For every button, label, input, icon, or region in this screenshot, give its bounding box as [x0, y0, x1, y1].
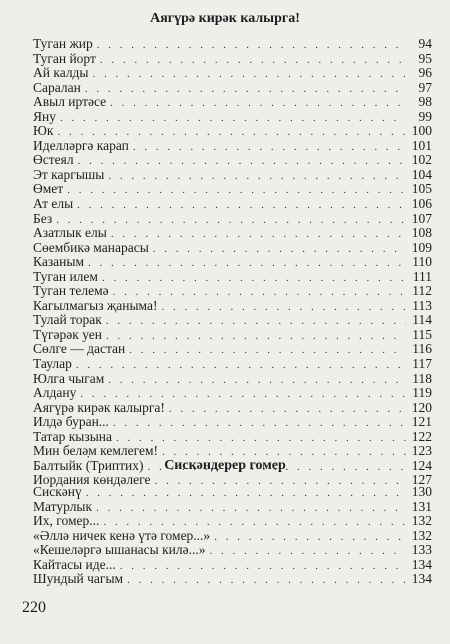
toc-entry-page: 102	[411, 152, 432, 168]
toc-entry-title: Мин белә̣м кемлегем!	[33, 443, 159, 459]
dot-leader	[210, 544, 406, 559]
section-title: Сискәндерер гомер	[164, 458, 286, 473]
dot-leader	[108, 373, 406, 388]
toc-entry-title: Илдә буран...	[33, 414, 109, 430]
dot-leader	[56, 213, 406, 228]
toc-entry-page: 123	[411, 443, 432, 459]
toc-entry-page: 122	[411, 428, 432, 444]
toc-entry-page: 118	[412, 370, 432, 386]
toc-entry	[33, 52, 432, 67]
toc-entry-page: 112	[412, 283, 432, 299]
dot-leader	[120, 559, 406, 574]
toc-entry	[33, 328, 432, 343]
toc-entry-page: 132	[411, 527, 432, 543]
toc-entry-title: Таулар	[33, 356, 72, 372]
toc-entry-title: Кайтасы иде...	[33, 556, 116, 572]
toc-entry	[33, 153, 432, 168]
toc-entry-title: Тулай торак	[33, 312, 102, 328]
toc-entry-page: 133	[411, 542, 432, 558]
toc-entry	[33, 212, 432, 227]
toc-entry-title: Сискәнү	[33, 484, 82, 499]
dot-leader	[111, 227, 406, 242]
toc-entry-page: 95	[418, 50, 432, 66]
toc-entry-title: Туган жир	[33, 36, 93, 51]
toc-entry-title: Алдану	[33, 385, 77, 401]
toc-entry	[33, 37, 432, 52]
toc-entry	[33, 270, 432, 285]
toc-entry-title: Туган йорт	[33, 50, 96, 66]
toc-entry-title: Сөлге — дастан	[33, 341, 126, 357]
dot-leader	[93, 67, 407, 82]
toc-entry-page: 130	[411, 484, 432, 499]
toc-list	[33, 37, 432, 488]
toc-entry	[33, 386, 432, 401]
toc-entry-title: Яну	[33, 108, 56, 124]
dot-leader	[97, 38, 406, 53]
toc-entry-title: Кагылмагыз җаныма!	[33, 297, 158, 313]
toc-entry	[33, 182, 432, 197]
toc-entry-page: 114	[412, 312, 432, 328]
toc-entry-page: 111	[412, 268, 432, 284]
toc-entry-title: Иделләргә карап	[33, 137, 129, 153]
toc-entry-title: Балтыйк (Триптих)	[33, 457, 144, 473]
toc-entry-page: 127	[411, 472, 432, 488]
dot-leader	[67, 183, 406, 198]
toc-entry	[33, 255, 432, 270]
toc-entry-title: Ай калды	[33, 65, 89, 81]
dot-leader	[161, 300, 406, 315]
dot-leader	[86, 486, 406, 501]
toc-entry-title: Туган телемә	[33, 283, 109, 299]
toc-entry-page: 101	[411, 137, 432, 153]
toc-entry-title: Матурлык	[33, 498, 93, 514]
toc-entry	[33, 372, 432, 387]
dot-leader	[169, 402, 406, 417]
toc-entry	[33, 401, 432, 416]
toc-entry-page: 113	[412, 297, 432, 313]
dot-leader	[133, 140, 406, 155]
toc-entry-title: Саралан	[33, 79, 81, 95]
dot-leader	[127, 573, 406, 588]
toc-entry	[33, 299, 432, 314]
toc-entry-page: 117	[412, 356, 432, 372]
toc-entry-page: 134	[411, 571, 432, 587]
toc-entry-title: Авыл иртәсе	[33, 94, 107, 110]
toc-entry-title: Азатлык елы	[33, 225, 107, 241]
toc-entry-title: Өстеял	[33, 152, 74, 168]
toc-entry	[33, 430, 432, 445]
dot-leader	[129, 343, 406, 358]
toc-entry-page: 94	[418, 36, 432, 51]
dot-leader	[106, 314, 406, 329]
toc-entry-page: 131	[411, 498, 432, 514]
toc-entry	[33, 139, 432, 154]
toc-entry-title: Аягүрә кирәк калырга!	[33, 399, 165, 415]
toc-entry-title: Өмет	[33, 181, 64, 197]
toc-list	[33, 485, 432, 587]
dot-leader	[102, 271, 406, 286]
toc-entry	[33, 543, 432, 558]
toc-entry-title: Шундый чагым	[33, 571, 124, 587]
dot-leader	[78, 154, 406, 169]
toc-entry	[33, 444, 432, 459]
toc-entry-page: 96	[418, 65, 432, 81]
toc-entry	[33, 514, 432, 529]
toc-entry	[33, 485, 432, 500]
dot-leader	[77, 198, 406, 213]
dot-leader	[76, 358, 406, 373]
page-number: 220	[22, 599, 46, 616]
dot-leader	[110, 96, 406, 111]
toc-entry	[33, 500, 432, 515]
toc-entry-title: Туган илем	[33, 268, 98, 284]
toc-entry-page: 124	[411, 457, 432, 473]
toc-entry-page: 132	[411, 513, 432, 529]
dot-leader	[85, 82, 406, 97]
toc-entry-title: Их, гомер...	[33, 513, 100, 529]
toc-entry-title: Юлга чыгам	[33, 370, 105, 386]
toc-entry-page: 99	[418, 108, 432, 124]
toc-entry	[33, 197, 432, 212]
toc-entry	[33, 226, 432, 241]
toc-entry	[33, 284, 432, 299]
toc-entry-page: 98	[418, 94, 432, 110]
toc-entry-title: «Әллә ничек кенә үтә гомер...»	[33, 527, 211, 543]
toc-entry-title: Татар кызына	[33, 428, 112, 444]
toc-entry-page: 109	[411, 239, 432, 255]
toc-entry-title: Без	[33, 210, 53, 226]
toc-entry	[33, 66, 432, 81]
toc-entry	[33, 95, 432, 110]
toc-entry	[33, 342, 432, 357]
toc-entry-page: 121	[411, 414, 432, 430]
toc-entry	[33, 415, 432, 430]
toc-entry-page: 100	[411, 123, 432, 139]
toc-entry-page: 105	[411, 181, 432, 197]
toc-entry	[33, 529, 432, 544]
toc-entry-page: 110	[412, 254, 432, 270]
toc-entry-title: Түгәрәк уен	[33, 326, 102, 342]
toc-entry	[33, 168, 432, 183]
toc-entry-title: Ат елы	[33, 196, 74, 212]
dot-leader	[60, 111, 406, 126]
dot-leader	[100, 53, 406, 68]
toc-entry-page: 108	[411, 225, 432, 241]
toc-entry-title: Сөембикә манарасы	[33, 239, 149, 255]
toc-entry	[33, 313, 432, 328]
toc-entry	[33, 241, 432, 256]
dot-leader	[106, 329, 406, 344]
toc-entry-page: 107	[411, 210, 432, 226]
toc-entry-title: Эт каргышы	[33, 166, 105, 182]
toc-entry-title: Юк	[33, 123, 54, 139]
toc-entry-page: 116	[412, 341, 432, 357]
dot-leader	[113, 416, 406, 431]
toc-entry	[33, 558, 432, 573]
section-title: Аягүрә кирәк калырга!	[150, 11, 300, 26]
toc-entry-page: 120	[411, 399, 432, 415]
toc-entry	[33, 124, 432, 139]
toc-entry-page: 119	[412, 385, 432, 401]
dot-leader	[88, 256, 406, 271]
toc-entry-page: 104	[411, 166, 432, 182]
toc-entry-page: 97	[418, 79, 432, 95]
dot-leader	[96, 501, 406, 516]
dot-leader	[108, 169, 406, 184]
toc-entry	[33, 81, 432, 96]
toc-entry-title: Казаным	[33, 254, 84, 270]
toc-entry-title: Иордания көндәлеге	[33, 472, 151, 488]
toc-entry	[33, 357, 432, 372]
dot-leader	[153, 242, 406, 257]
toc-entry-title: «Кешеләргә ышанасы килә...»	[33, 542, 206, 558]
toc-entry	[33, 110, 432, 125]
toc-entry	[33, 572, 432, 587]
dot-leader	[214, 530, 406, 545]
dot-leader	[116, 431, 406, 446]
toc-entry-page: 115	[412, 326, 432, 342]
toc-entry-page: 134	[411, 556, 432, 572]
toc-entry-page: 106	[411, 196, 432, 212]
